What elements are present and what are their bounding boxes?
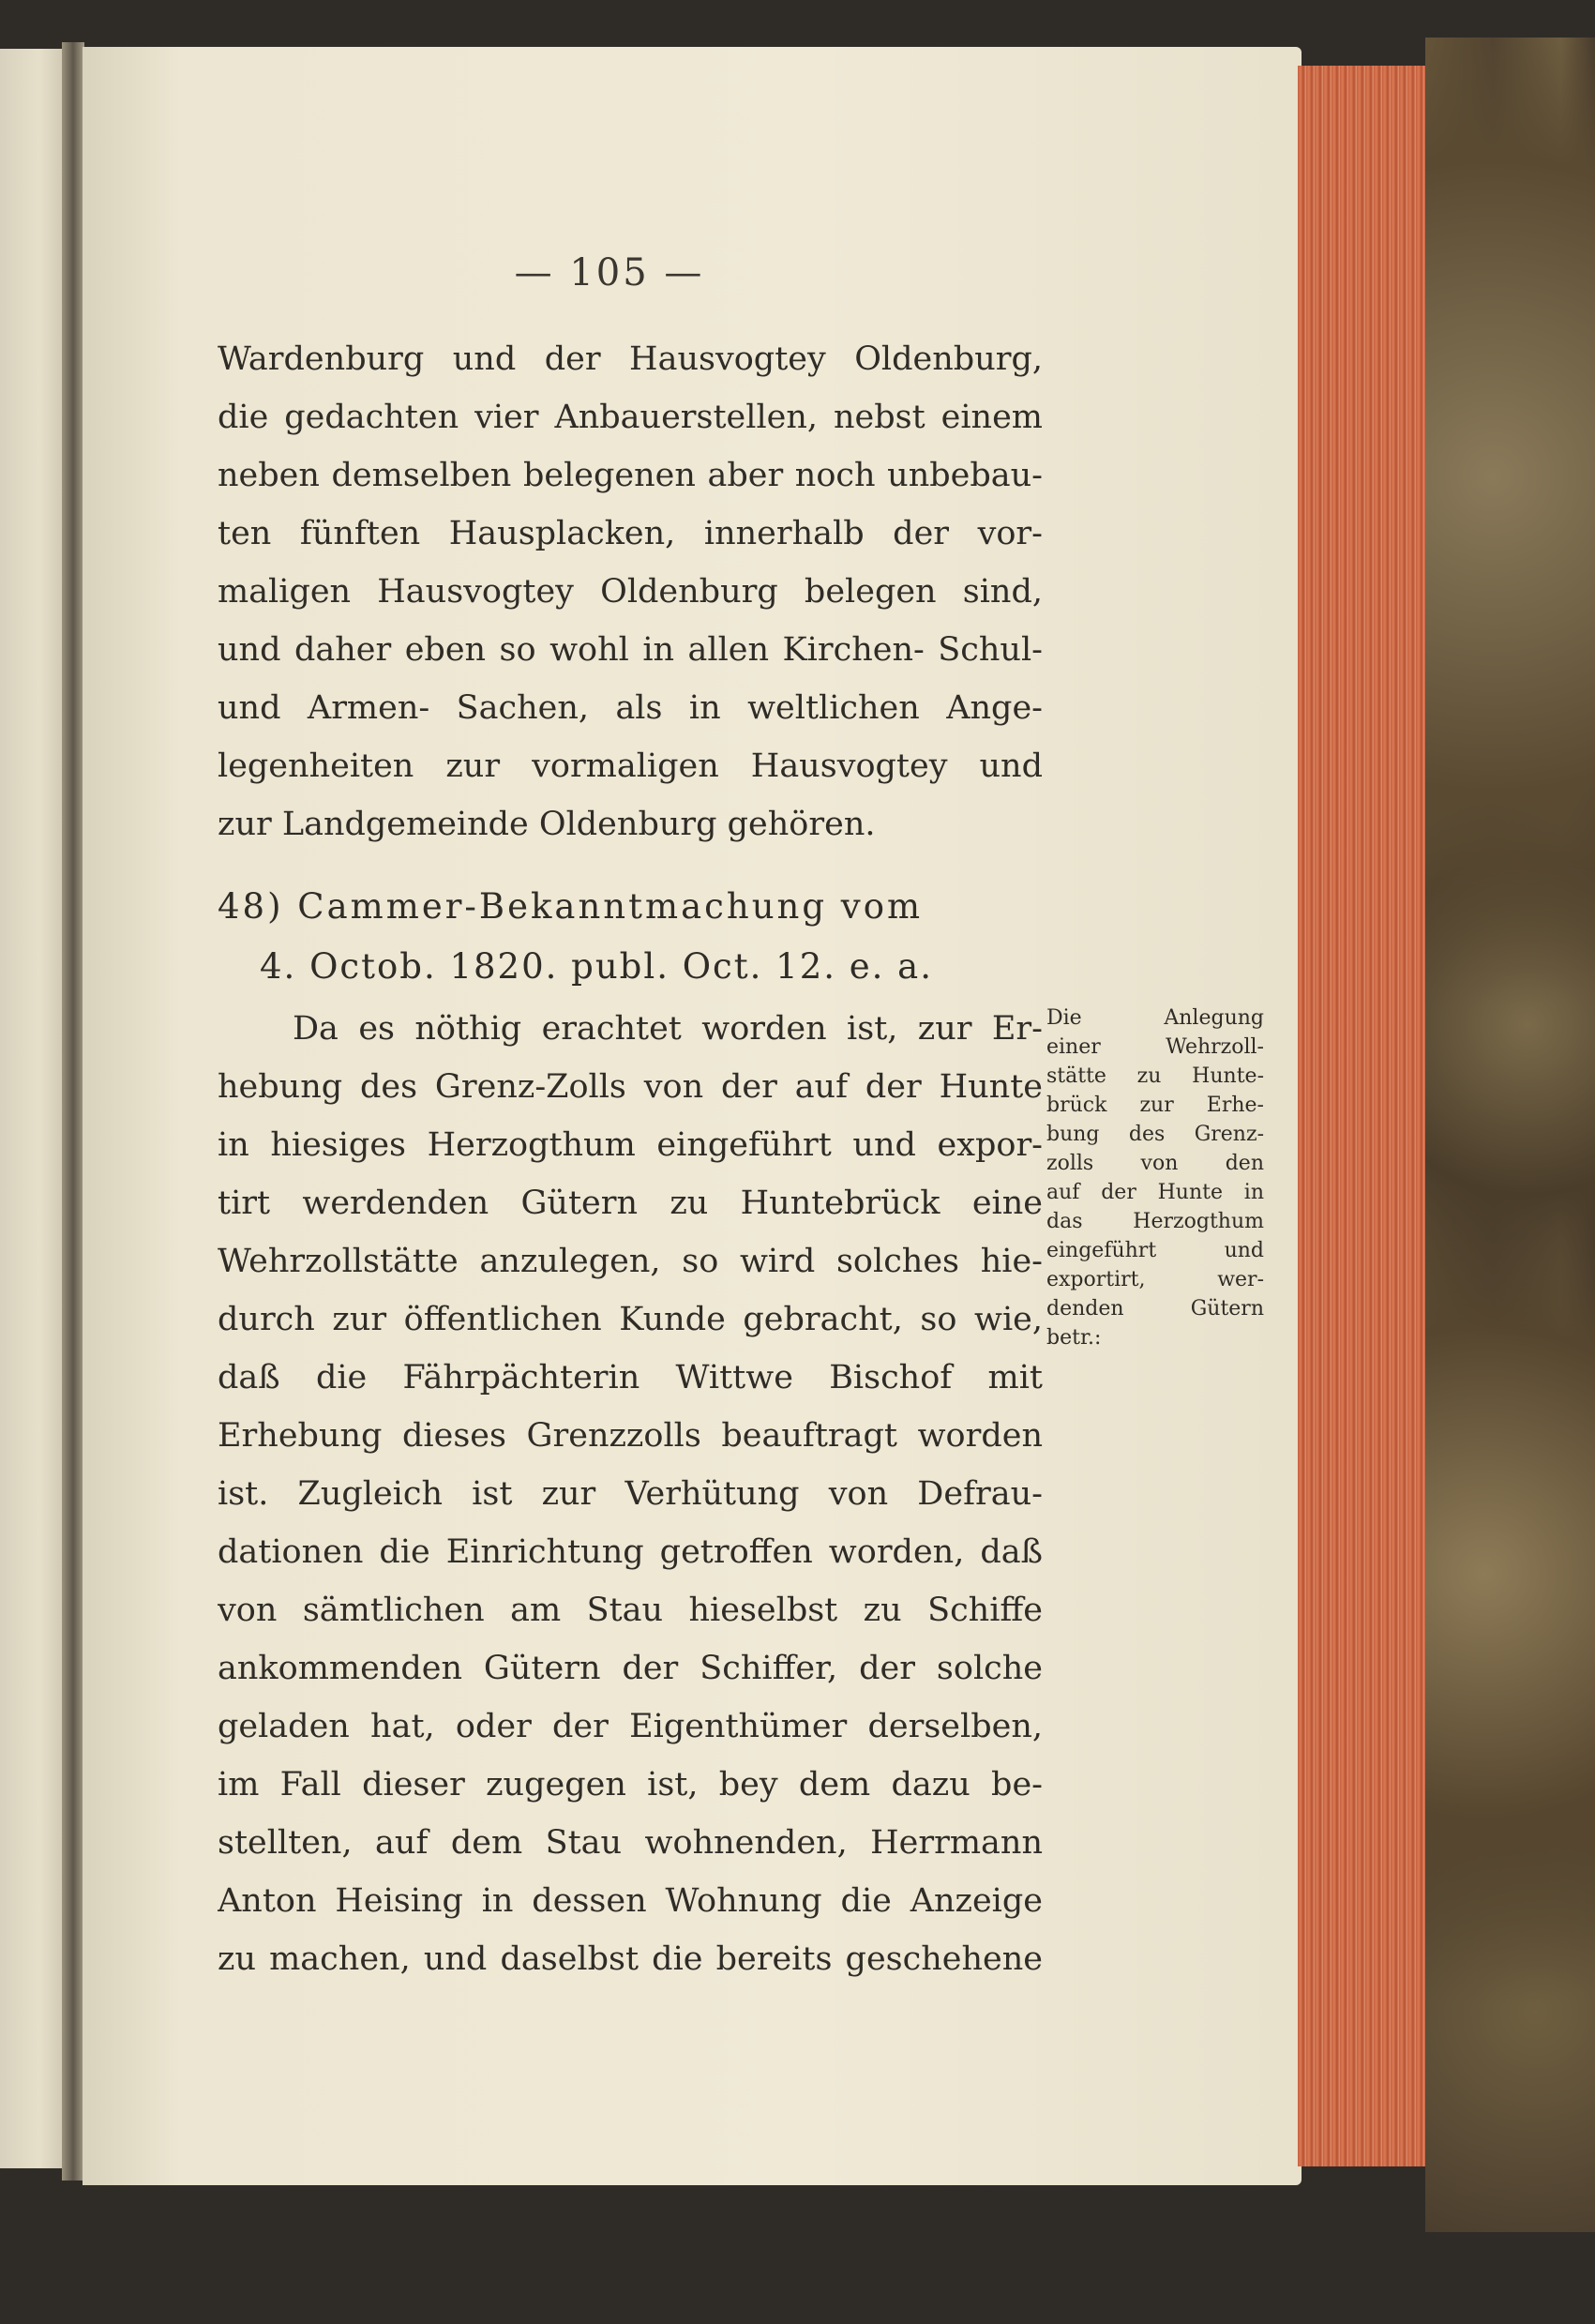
text-line: Anton Heising in dessen Wohnung die Anzeige — [218, 1882, 1043, 1920]
text-line: Erhebung dieses Grenzzolls beauftragt worden — [218, 1417, 1043, 1455]
text-line: hebung des Grenz-Zolls von der auf der Hunte — [218, 1068, 1043, 1106]
text-line: ist. Zugleich ist zur Verhütung von Defrau- — [218, 1475, 1043, 1513]
section-heading-line-2: 4. Octob. 1820. publ. Oct. 12. e. a. — [260, 946, 934, 987]
text-line: geladen hat, oder der Eigenthümer derselben, — [218, 1708, 1043, 1745]
text-line: und Armen- Sachen, als in weltlichen Ange- — [218, 689, 1043, 727]
book-gutter — [62, 42, 84, 2181]
margin-note-line: bung des Grenz- — [1046, 1123, 1264, 1146]
text-line: die gedachten vier Anbauerstellen, nebst einem — [218, 399, 1043, 436]
margin-note-line: denden Gütern — [1046, 1297, 1264, 1320]
text-line: im Fall dieser zugegen ist, bey dem dazu be- — [218, 1766, 1043, 1803]
text-line: dationen die Einrichtung getroffen worden, daß — [218, 1533, 1043, 1571]
text-line: ankommenden Gütern der Schiffer, der solche — [218, 1650, 1043, 1687]
text-line: und daher eben so wohl in allen Kirchen- Schul- — [218, 631, 1043, 669]
text-line: ten fünften Hausplacken, innerhalb der vor- — [218, 515, 1043, 552]
margin-note-line: brück zur Erhe- — [1046, 1094, 1264, 1117]
text-line: Wardenburg und der Hausvogtey Oldenburg, — [218, 340, 1043, 378]
section-heading-line-1: 48) Cammer-Bekanntmachung vom — [218, 886, 924, 927]
paragraph-1 — [218, 330, 1043, 853]
margin-note — [1046, 1004, 1264, 1352]
cover-top — [1425, 0, 1595, 38]
margin-note-line: auf der Hunte in — [1046, 1181, 1264, 1204]
text-line: zur Landgemeinde Oldenburg gehören. — [218, 806, 876, 843]
margin-note-line: Die Anlegung — [1046, 1006, 1264, 1030]
text-line: stellten, auf dem Stau wohnenden, Herrmann — [218, 1824, 1043, 1862]
marbled-cover — [1425, 38, 1595, 2232]
margin-note-line: exportirt, wer- — [1046, 1268, 1264, 1291]
left-page-edge — [0, 49, 66, 2168]
text-line: Wehrzollstätte anzulegen, so wird solches hie- — [218, 1243, 1043, 1280]
page-number: — 105 — — [514, 251, 705, 294]
margin-note-line: das Herzogthum — [1046, 1210, 1264, 1233]
text-line: legenheiten zur vormaligen Hausvogtey und — [218, 747, 1043, 785]
margin-note-line: eingeführt und — [1046, 1239, 1264, 1262]
text-line: maligen Hausvogtey Oldenburg belegen sind, — [218, 573, 1043, 611]
text-line: Da es nöthig erachtet worden ist, zur Er- — [293, 1010, 1043, 1048]
margin-note-line: zolls von den — [1046, 1152, 1264, 1175]
section-heading — [218, 877, 1043, 997]
page-edges — [1298, 66, 1438, 2166]
text-line: von sämtlichen am Stau hieselbst zu Schiffe — [218, 1592, 1043, 1629]
margin-note-line: stätte zu Hunte- — [1046, 1064, 1264, 1088]
paragraph-2 — [218, 1000, 1043, 1988]
text-line: in hiesiges Herzogthum eingeführt und expor- — [218, 1126, 1043, 1164]
text-line: daß die Fährpächterin Wittwe Bischof mit — [218, 1359, 1043, 1396]
margin-note-line: einer Wehrzoll- — [1046, 1035, 1264, 1059]
margin-note-line: betr.: — [1046, 1326, 1102, 1350]
text-line: durch zur öffentlichen Kunde gebracht, so wie, — [218, 1301, 1043, 1338]
text-line: tirt werdenden Gütern zu Huntebrück eine — [218, 1185, 1043, 1222]
text-line: zu machen, und daselbst die bereits geschehene — [218, 1940, 1043, 1978]
text-line: neben demselben belegenen aber noch unbebau- — [218, 457, 1043, 494]
